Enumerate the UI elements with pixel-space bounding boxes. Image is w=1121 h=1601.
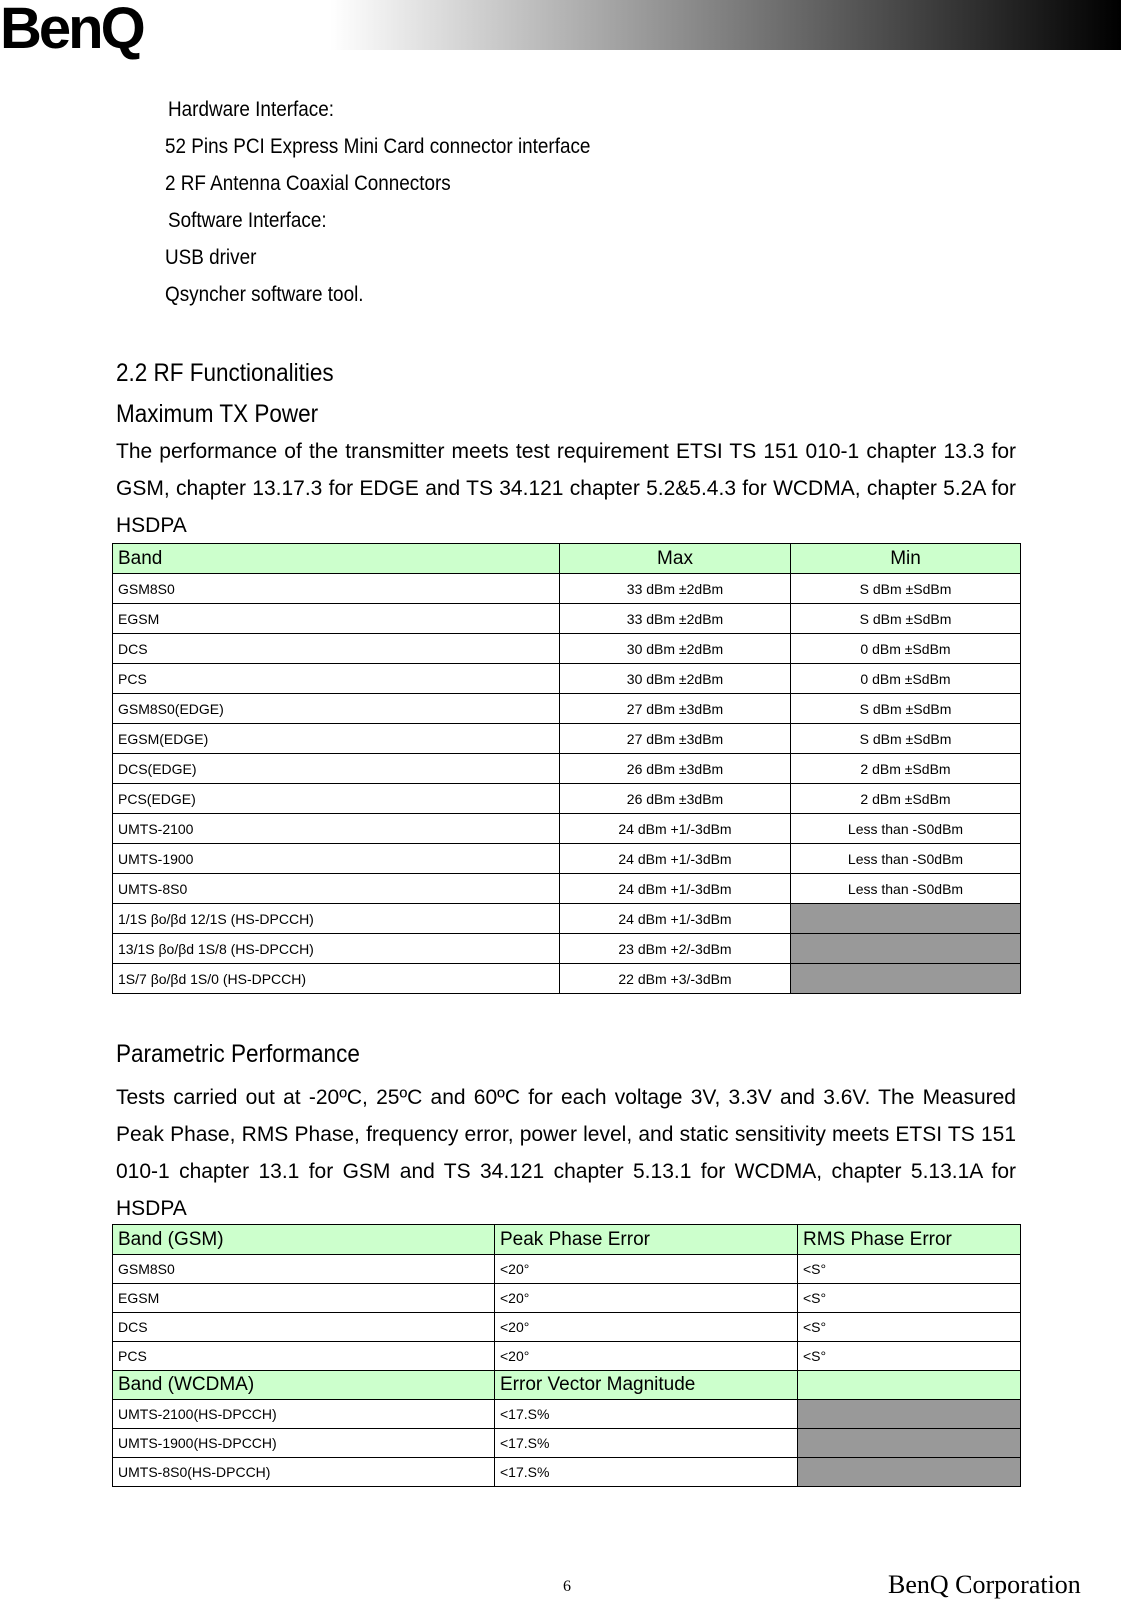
- benq-logo: BenQ: [0, 0, 143, 61]
- rms-phase-cell: <S°: [798, 1255, 1021, 1284]
- max-cell: 33 dBm ±2dBm: [560, 574, 791, 604]
- evm-cell: <17.S%: [495, 1429, 798, 1458]
- min-cell: [791, 904, 1021, 934]
- table-row: [113, 1342, 1021, 1371]
- empty-cell: [798, 1429, 1021, 1458]
- min-cell: S dBm ±SdBm: [791, 724, 1021, 754]
- band-cell: 1/1S βo/βd 12/1S (HS-DPCCH): [113, 904, 560, 934]
- min-cell: [791, 964, 1021, 994]
- band-cell: PCS: [113, 1342, 495, 1371]
- header-rms-phase: RMS Phase Error: [798, 1225, 1021, 1255]
- band-cell: EGSM(EDGE): [113, 724, 560, 754]
- band-cell: PCS(EDGE): [113, 784, 560, 814]
- evm-cell: <17.S%: [495, 1400, 798, 1429]
- min-cell: 2 dBm ±SdBm: [791, 784, 1021, 814]
- intro-line: Hardware Interface:: [168, 98, 334, 121]
- intro-line: 52 Pins PCI Express Mini Card connector interface: [165, 135, 591, 158]
- table-row: [113, 964, 1021, 994]
- table-row: [113, 784, 1021, 814]
- section-title: 2.2 RF Functionalities: [116, 359, 334, 387]
- max-cell: 24 dBm +1/-3dBm: [560, 814, 791, 844]
- table-row: [113, 574, 1021, 604]
- table-row: [113, 634, 1021, 664]
- peak-phase-cell: <20°: [495, 1342, 798, 1371]
- table-row: [113, 1284, 1021, 1313]
- header-min: Min: [791, 544, 1021, 574]
- band-cell: DCS(EDGE): [113, 754, 560, 784]
- table-row: [113, 1400, 1021, 1429]
- max-cell: 26 dBm ±3dBm: [560, 784, 791, 814]
- header-band-wcdma: Band (WCDMA): [113, 1371, 495, 1400]
- evm-cell: <17.S%: [495, 1458, 798, 1487]
- table-row: [113, 544, 1021, 574]
- table-row: [113, 874, 1021, 904]
- min-cell: S dBm ±SdBm: [791, 574, 1021, 604]
- min-cell: 2 dBm ±SdBm: [791, 754, 1021, 784]
- min-cell: 0 dBm ±SdBm: [791, 664, 1021, 694]
- header-max: Max: [560, 544, 791, 574]
- rms-phase-cell: <S°: [798, 1342, 1021, 1371]
- table-row: [113, 694, 1021, 724]
- table-row: [113, 1313, 1021, 1342]
- max-cell: 27 dBm ±3dBm: [560, 694, 791, 724]
- header-band: Band: [113, 544, 560, 574]
- max-cell: 23 dBm +2/-3dBm: [560, 934, 791, 964]
- min-cell: S dBm ±SdBm: [791, 604, 1021, 634]
- intro-line: 2 RF Antenna Coaxial Connectors: [165, 172, 451, 195]
- intro-line: Qsyncher software tool.: [165, 283, 364, 306]
- band-cell: GSM8S0: [113, 1255, 495, 1284]
- paragraph-parametric: Tests carried out at -20ºC, 25ºC and 60ºC for each voltage 3V, 3.3V and 3.6V. The Measured Peak Phase, RMS Phase, frequency error, power level, and static sensitivity meets ETSI TS 151 010-1 chapter 13.1 for GSM and TS 34.121 chapter 5.13.1 for WCDMA, chapter 5.13.1A for HSDPA: [116, 1086, 1016, 1220]
- phase-error-table: [112, 1224, 1021, 1487]
- header-gradient-bar: [330, 0, 1121, 50]
- band-cell: EGSM: [113, 1284, 495, 1313]
- peak-phase-cell: <20°: [495, 1284, 798, 1313]
- page-number: 6: [563, 1578, 571, 1595]
- max-cell: 22 dBm +3/-3dBm: [560, 964, 791, 994]
- max-cell: 33 dBm ±2dBm: [560, 604, 791, 634]
- table-row: [113, 664, 1021, 694]
- band-cell: GSM8S0(EDGE): [113, 694, 560, 724]
- min-cell: Less than -S0dBm: [791, 844, 1021, 874]
- table-row: [113, 1458, 1021, 1487]
- empty-cell: [798, 1400, 1021, 1429]
- rms-phase-cell: <S°: [798, 1313, 1021, 1342]
- paragraph-tx-power: The performance of the transmitter meets test requirement ETSI TS 151 010-1 chapter 13.3 for GSM, chapter 13.17.3 for EDGE and TS 34.121 chapter 5.2&5.4.3 for WCDMA, chapter 5.2A for HSDPA: [116, 440, 1016, 537]
- subheading-parametric-performance: Parametric Performance: [116, 1040, 360, 1068]
- max-cell: 24 dBm +1/-3dBm: [560, 874, 791, 904]
- band-cell: UMTS-2100(HS-DPCCH): [113, 1400, 495, 1429]
- table-row: [113, 904, 1021, 934]
- header-peak-phase: Peak Phase Error: [495, 1225, 798, 1255]
- intro-line: Software Interface:: [168, 209, 327, 232]
- peak-phase-cell: <20°: [495, 1255, 798, 1284]
- table-row: [113, 1371, 1021, 1400]
- company-name: BenQ Corporation: [888, 1570, 1081, 1599]
- table-row: [113, 814, 1021, 844]
- empty-cell: [798, 1371, 1021, 1400]
- band-cell: UMTS-8S0: [113, 874, 560, 904]
- max-cell: 26 dBm ±3dBm: [560, 754, 791, 784]
- band-cell: UMTS-2100: [113, 814, 560, 844]
- header-evm: Error Vector Magnitude: [495, 1371, 798, 1400]
- min-cell: Less than -S0dBm: [791, 814, 1021, 844]
- table-row: [113, 754, 1021, 784]
- table-row: [113, 1255, 1021, 1284]
- band-cell: UMTS-1900(HS-DPCCH): [113, 1429, 495, 1458]
- table-row: [113, 1225, 1021, 1255]
- max-cell: 30 dBm ±2dBm: [560, 634, 791, 664]
- max-tx-power-table: [112, 543, 1021, 994]
- empty-cell: [798, 1458, 1021, 1487]
- band-cell: PCS: [113, 664, 560, 694]
- table-row: [113, 724, 1021, 754]
- max-cell: 24 dBm +1/-3dBm: [560, 844, 791, 874]
- band-cell: DCS: [113, 1313, 495, 1342]
- max-cell: 30 dBm ±2dBm: [560, 664, 791, 694]
- band-cell: DCS: [113, 634, 560, 664]
- band-cell: EGSM: [113, 604, 560, 634]
- subheading-max-tx-power: Maximum TX Power: [116, 400, 319, 428]
- band-cell: GSM8S0: [113, 574, 560, 604]
- min-cell: Less than -S0dBm: [791, 874, 1021, 904]
- band-cell: 1S/7 βo/βd 1S/0 (HS-DPCCH): [113, 964, 560, 994]
- peak-phase-cell: <20°: [495, 1313, 798, 1342]
- table-row: [113, 604, 1021, 634]
- max-cell: 27 dBm ±3dBm: [560, 724, 791, 754]
- band-cell: 13/1S βo/βd 1S/8 (HS-DPCCH): [113, 934, 560, 964]
- min-cell: S dBm ±SdBm: [791, 694, 1021, 724]
- table-row: [113, 934, 1021, 964]
- table-row: [113, 1429, 1021, 1458]
- band-cell: UMTS-1900: [113, 844, 560, 874]
- header-band-gsm: Band (GSM): [113, 1225, 495, 1255]
- min-cell: 0 dBm ±SdBm: [791, 634, 1021, 664]
- min-cell: [791, 934, 1021, 964]
- max-cell: 24 dBm +1/-3dBm: [560, 904, 791, 934]
- rms-phase-cell: <S°: [798, 1284, 1021, 1313]
- intro-line: USB driver: [165, 246, 257, 269]
- band-cell: UMTS-8S0(HS-DPCCH): [113, 1458, 495, 1487]
- table-row: [113, 844, 1021, 874]
